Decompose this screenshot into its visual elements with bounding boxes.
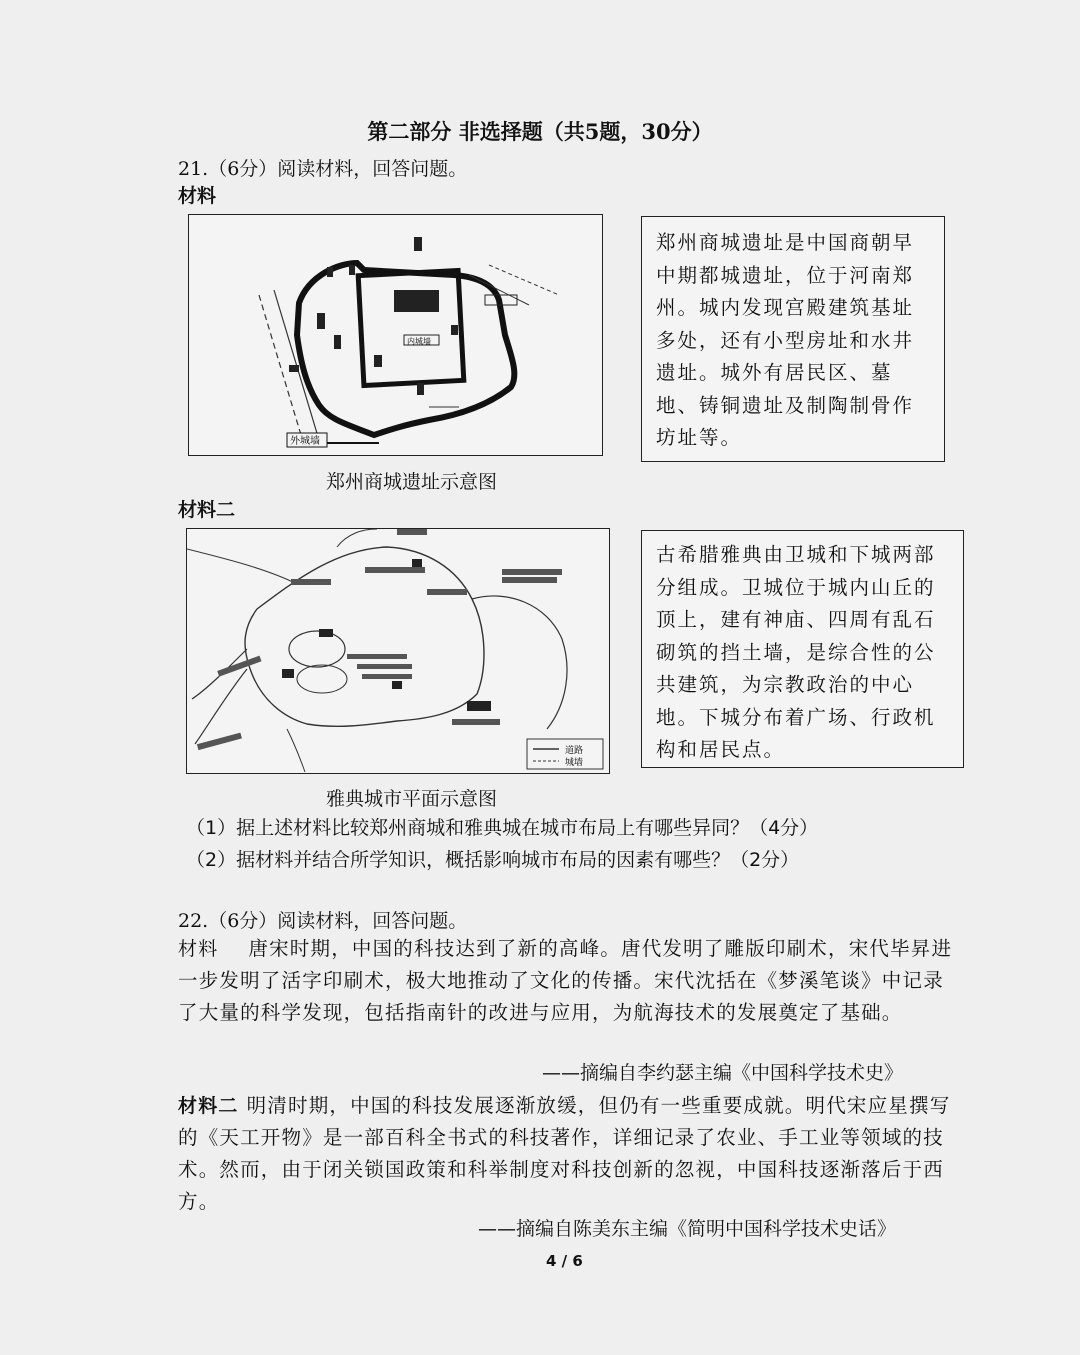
q22-material-2 bbox=[178, 1090, 963, 1218]
zhengzhou-map bbox=[188, 214, 603, 456]
q22-material-2-source: ——摘编自陈美东主编《简明中国科学技术史话》 bbox=[478, 1218, 897, 1240]
outer-wall-label: 外城墙 bbox=[290, 436, 320, 447]
athens-map-caption: 雅典城市平面示意图 bbox=[326, 788, 498, 810]
athens-text-box bbox=[641, 530, 964, 768]
zhengzhou-text-box bbox=[641, 216, 945, 462]
q21-subquestion-1: （1）据上述材料比较郑州商城和雅典城在城市布局上有哪些异同？（4分） bbox=[186, 817, 819, 839]
palace-block bbox=[394, 290, 439, 312]
athens-wall-line bbox=[245, 547, 484, 726]
legend-road: 道路 bbox=[565, 746, 584, 756]
q21-material-1-label: 材料 bbox=[178, 185, 217, 207]
q22-material-1-text: 唐宋时期，中国的科技达到了新的高峰。唐代发明了雕版印刷术，宋代毕昇进一步发明了活字印刷术，极大地推动了文化的传播。宋代沈括在《梦溪笔谈》中记录了大量的科学发现，包括指南针的改进与应用，为航海技术的发展奠定了基础。 bbox=[178, 937, 953, 1024]
inner-wall-label: 内城墙 bbox=[407, 337, 431, 346]
q22-header: 22.（6分）阅读材料，回答问题。 bbox=[178, 910, 468, 932]
inner-wall-line bbox=[358, 270, 464, 385]
outer-wall-line bbox=[297, 263, 514, 435]
q21-subquestion-2: （2）据材料并结合所学知识，概括影响城市布局的因素有哪些？（2分） bbox=[186, 849, 800, 871]
legend-wall: 城墙 bbox=[565, 758, 584, 768]
q22-material-1-label: 材料 bbox=[178, 938, 219, 960]
athens-map bbox=[186, 528, 610, 774]
q21-material-2-label: 材料二 bbox=[178, 499, 236, 521]
athens-text: 古希腊雅典由卫城和下城两部分组成。卫城位于城内山丘的顶上，建有神庙、四周有乱石砌筑的挡土墙，是综合性的公共建筑，为宗教政治的中心地。下城分布着广场、行政机构和居民点。 bbox=[656, 543, 936, 761]
q22-material-1 bbox=[178, 933, 963, 1029]
athens-map-drawing bbox=[187, 529, 608, 772]
zhengzhou-map-caption: 郑州商城遗址示意图 bbox=[326, 471, 498, 493]
q21-header: 21.（6分）阅读材料，回答问题。 bbox=[178, 158, 468, 180]
zhengzhou-text: 郑州商城遗址是中国商朝早中期都城遗址，位于河南郑州。城内发现宫殿建筑基址多处，还有小型房址和水井遗址。城外有居民区、墓地、铸铜遗址及制陶制骨作坊址等。 bbox=[656, 231, 915, 449]
page-number: 4 / 6 bbox=[546, 1252, 583, 1270]
zhengzhou-map-drawing bbox=[189, 215, 601, 454]
q22-material-2-label: 材料二 bbox=[178, 1095, 239, 1117]
section-title: 第二部分 非选择题（共5题，30分） bbox=[367, 119, 713, 144]
q22-material-2-text: 明清时期，中国的科技发展逐渐放缓，但仍有一些重要成就。明代宋应星撰写的《天工开物》是一部百科全书式的科技著作，详细记录了农业、手工业等领域的技术。然而，由于闭关锁国政策和科举制度对科技创新的忽视，中国科技逐渐落后于西方。 bbox=[178, 1094, 951, 1213]
q22-material-1-source: ——摘编自李约瑟主编《中国科学技术史》 bbox=[542, 1062, 904, 1084]
